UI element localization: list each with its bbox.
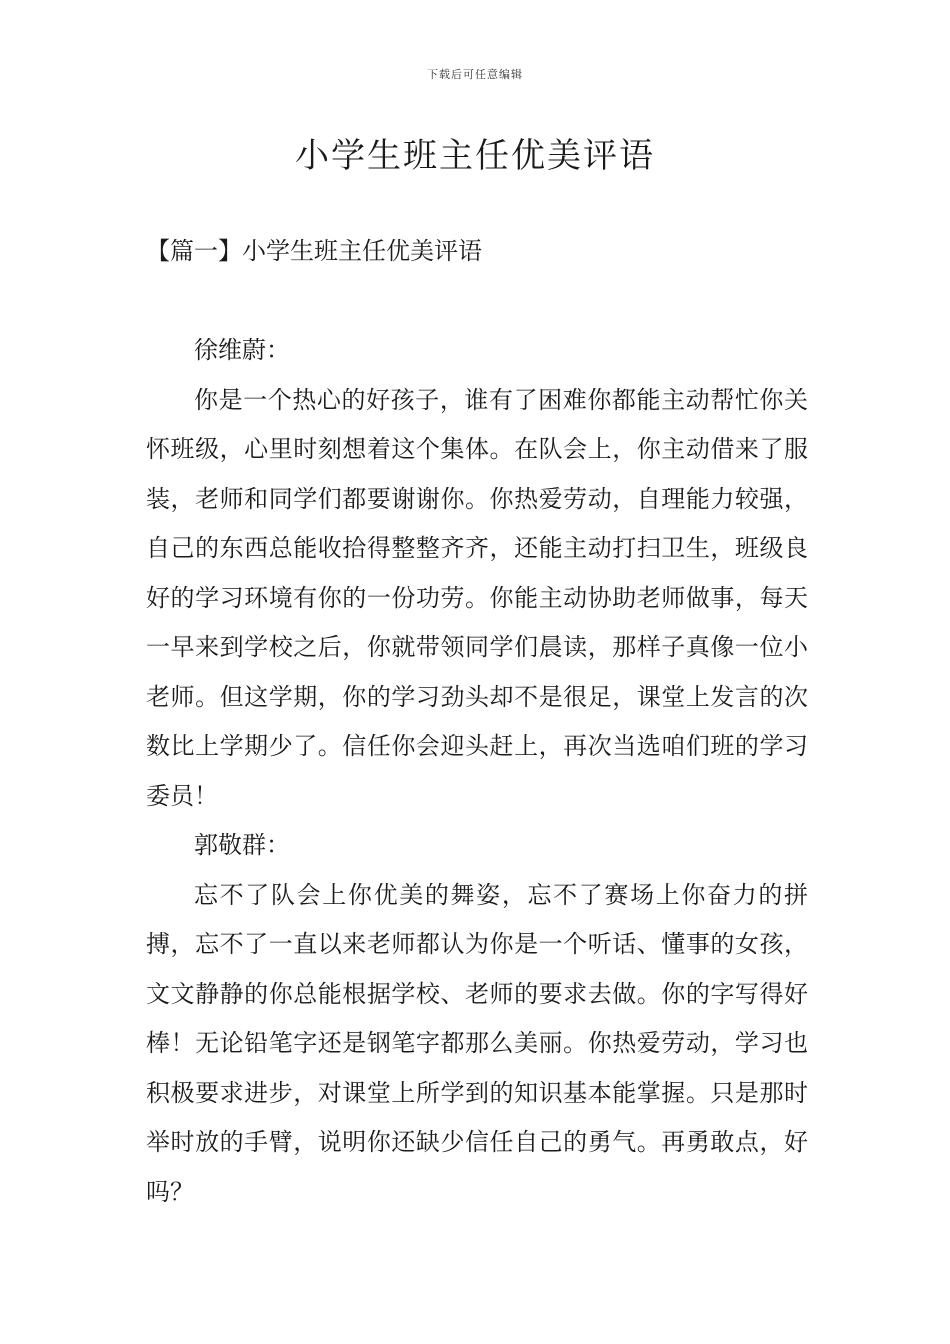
comment-paragraph: 你是一个热心的好孩子，谁有了困难你都能主动帮忙你关怀班级，心里时刻想着这个集体。在队会上，你主动借来了服装，老师和同学们都要谢谢你。你热爱劳动，自理能力较强，自己的东西总能收拾得整整齐齐，还能主动打扫卫生，班级良好的学习环境有你的一份功劳。你能主动协助老师做事，每天一早来到学校之后，你就带领同学们晨读，那样子真像一位小老师。但这学期，你的学习劲头却不是很足，课堂上发言的次数比上学期少了。信任你会迎头赶上，再次当选咱们班的学习委员！ <box>146 385 808 810</box>
comment-paragraph: 忘不了队会上你优美的舞姿，忘不了赛场上你奋力的拼搏，忘不了一直以来老师都认为你是一个听话、懂事的女孩，文文静静的你总能根据学校、老师的要求去做。你的字写得好棒！无论铅笔字还是钢笔字都那么美丽。你热爱劳动，学习也积极要求进步，对课堂上所学到的知识基本能掌握。只是那时举时放的手臂，说明你还缺少信任自己的勇气。再勇敢点，好吗？ <box>146 880 808 1206</box>
comment-student-name: 郭敬群： <box>194 831 290 859</box>
comment-student-name: 徐维蔚： <box>194 336 290 364</box>
section-heading: 【篇一】小学生班主任优美评语 <box>146 237 482 265</box>
document-title: 小学生班主任优美评语 <box>295 136 655 176</box>
document-body <box>146 326 808 1217</box>
header-note: 下载后可任意编辑 <box>427 68 523 81</box>
